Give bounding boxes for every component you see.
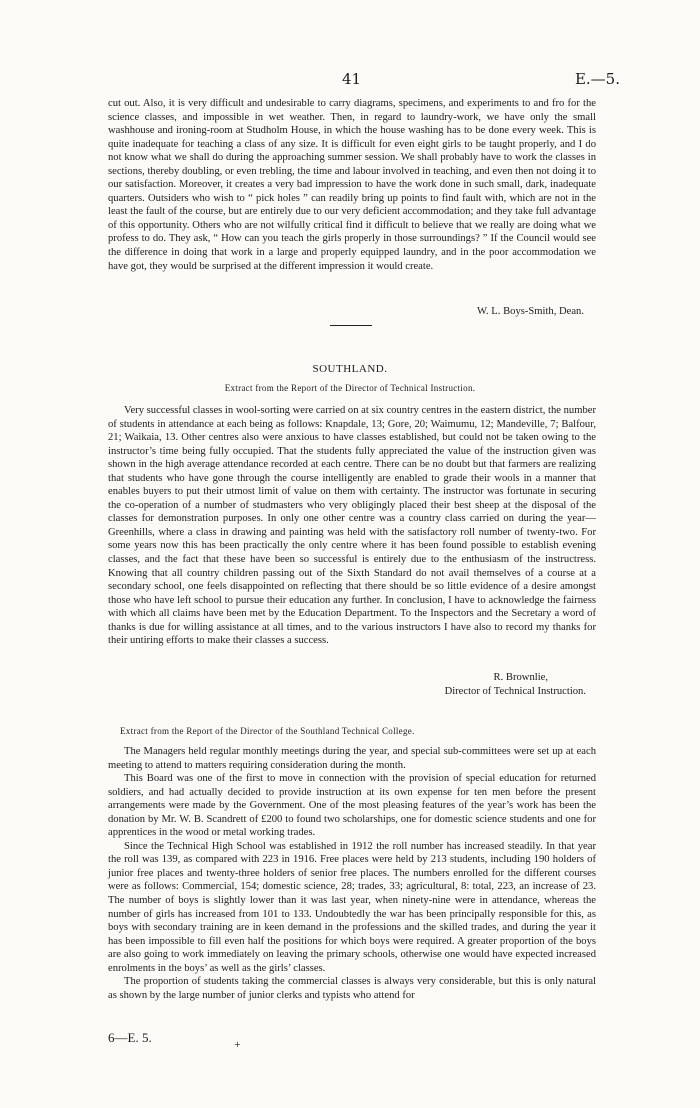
- dean-signature-block: [108, 305, 596, 319]
- southland-report-text: [108, 404, 596, 648]
- college-subheading: Extract from the Report of the Director of the Southland Technical College.: [120, 726, 415, 736]
- section-divider: [330, 325, 372, 326]
- printer-mark: +: [234, 1040, 241, 1049]
- paragraph: Since the Technical High School was established in 1912 the roll number has increased steadily. In that year the roll was 139, as compared with 223 in 1916. Free places were held by 213 students, including 190 holders of junior free places and twenty-three holders of senior free places. The numbers enrolled for the different courses were as follows: Commercial, 154; domestic science, 28; trades, 33; agricultural, 8: total, 223, an increase of 23. The number of boys is slightly lower than it was last year, when ninety-nine were in attendance, whereas the number of girls has increased from 101 to 133. Undoubtedly the war has been principally responsible for this, as boys with secondary training are in keen demand in the professions and the skilled trades, and during the year it has been impossible to fill even half the positions for which boys were required. A greater proportion of the boys are also going to work immediately on leaving the primary schools, otherwise one would have expected increased enrolments in the boys’ as well as the girls’ classes.: [108, 840, 596, 974]
- college-report-text: [108, 745, 596, 1002]
- page-number: 41: [342, 70, 362, 88]
- director-signature-title: Director of Technical Instruction.: [444, 685, 586, 697]
- paragraph: The Managers held regular monthly meetings during the year, and special sub-committees were set up at each meeting to attend to matters requiring consideration during the month.: [108, 746, 596, 771]
- paragraph: This Board was one of the first to move in connection with the provision of special education for returned soldiers, and had actually decided to provide instruction at its own expense for ten men before the present arrangements were made by the Government. One of the most pleasing features of the year’s work has been the donation by Mr. W. B. Scandrett of £200 to found two scholarships, one for domestic science students and one for apprentices in the wood or metal working trades.: [108, 773, 596, 839]
- signature-mark: 6—E. 5.: [108, 1030, 152, 1045]
- paragraph: The proportion of students taking the commercial classes is always very considerable, but this is only natural as shown by the large number of junior clerks and typists who attend for: [108, 976, 596, 1001]
- document-reference: E.—5.: [574, 70, 620, 88]
- section-heading: SOUTHLAND.: [312, 363, 388, 375]
- continued-report-text: [108, 97, 596, 273]
- section-subheading: Extract from the Report of the Director of Technical Instruction.: [224, 383, 476, 393]
- dean-signature: W. L. Boys-Smith, Dean.: [476, 306, 584, 317]
- page-header: [0, 70, 700, 90]
- director-signature-block: [108, 671, 596, 698]
- director-signature-name: R. Brownlie,: [493, 672, 548, 683]
- paragraph: cut out. Also, it is very difficult and undesirable to carry diagrams, specimens, and experiments to and fro for the science classes, and impossible in wet weather. Then, in regard to laundry-work, we have only the small washhouse and ironing-room at Studholm House, in which the house washing has to be done every week. This is quite inadequate for teaching a class of any size. It is difficult for even eight girls to be taught properly, and I do not know what we shall do during the approaching summer session. We shall probably have to work the classes in sections, thereby doubling, or even trebling, the time and labour involved in teaching, and even then not doing it to our satisfaction. Moreover, it creates a very bad impression to have the work done in such small, dark, inadequate quarters. Outsiders who wish to “ pick holes ” can readily bring up points to find fault with, which are not in the least the fault of the course, but are entirely due to our very deficient accommodation; and they take full advantage of this opportunity. Others who are not wilfully critical find it difficult to believe that we really are doing what we profess to do. They ask, “ How can you teach the girls properly in those surroundings? ” If the Council would see the difference in doing that work in a large and properly equipped laundry, and in the poor accommodation we have got, they would be surprised at the different impression it would create.: [108, 98, 596, 272]
- paragraph: Very successful classes in wool-sorting were carried on at six country centres in the eastern district, the number of students in attendance at each being as follows: Knapdale, 13; Gore, 20; Waimumu, 12; Mandeville, 7; Balfour, 21; Waikaia, 13. Other centres also were anxious to have classes established, but could not be taken owing to the instructor’s time being fully occupied. That the students fully appreciated the value of the instruction given was shown in the high average attendance recorded at each centre. There can be no doubt but that farmers are realizing that students who have gone through the course intelligently are enabled to grade their wools in a manner that enables buyers to put their utmost limit of value on them with certainty. The instructor was fortunate in securing the co-operation of a number of studmasters who very obligingly placed their best sheep at the disposal of the classes for demonstration purposes. In only one other centre was a country class carried on during the year—Greenhills, where a class in drawing and painting was held with the satisfactory roll number of twenty-two. For some years now this has been practically the only centre where it has been found possible to establish evening classes, and the fact that these have been so successful is entirely due to the enthusiasm of the instructress. Knowing that all country children passing out of the Sixth Standard do not avail themselves of a course at a secondary school, one feels disappointed on reflecting that there should be so little evidence of a desire amongst those who have left school to pursue their education any further. In conclusion, I have to acknowledge the fairness with which all claims have been met by the Education Department. To the Inspectors and the Secretary a word of thanks is due for willing assistance at all times, and to the various instructors I have also to record my thanks for their untiring efforts to make their classes a success.: [108, 405, 596, 647]
